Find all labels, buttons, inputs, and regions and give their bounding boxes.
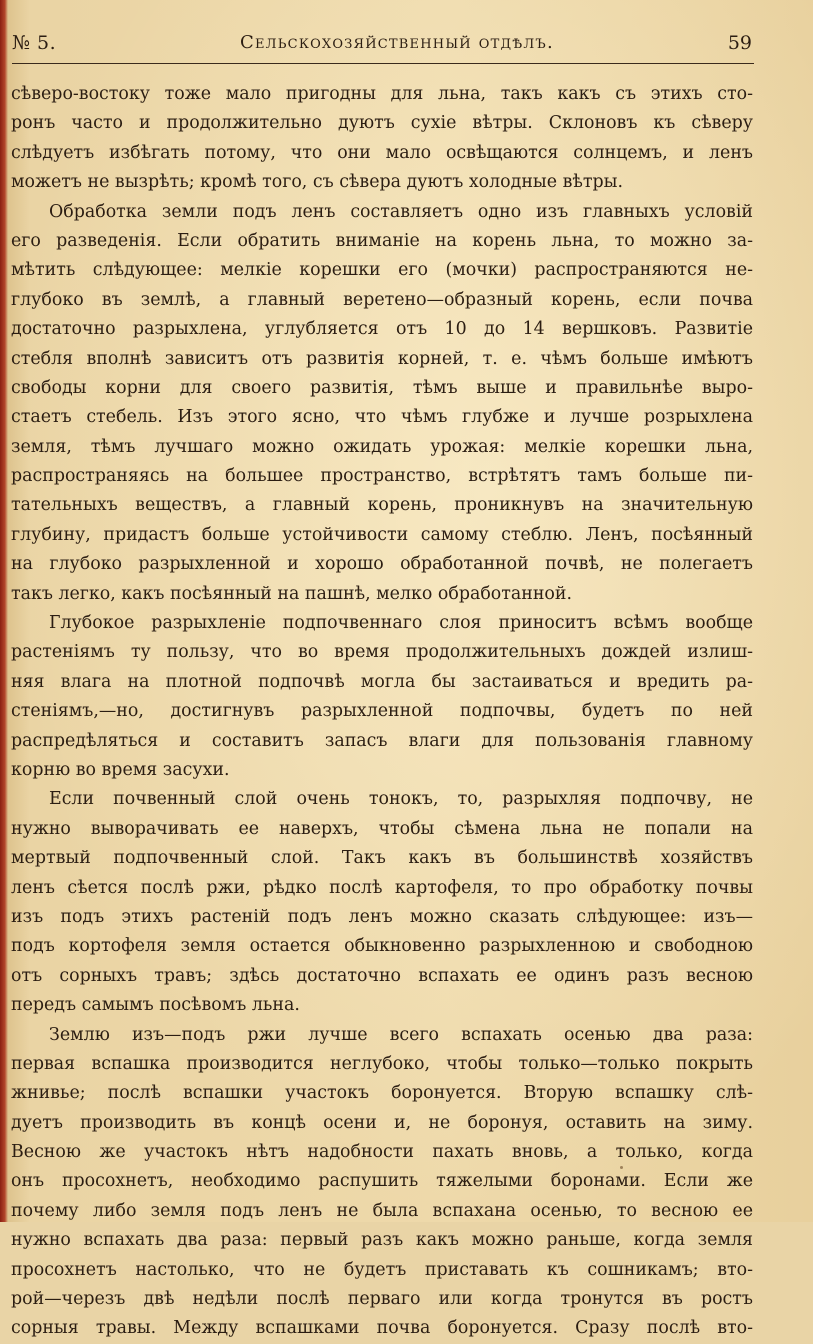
page-spine-edge [0,0,8,1222]
text-line: глубину, придастъ больше устойчивости самому стеблю. Ленъ, посѣянный [11,524,753,545]
header-rule [12,63,754,64]
text-line: ронъ часто и продолжительно дуютъ сухіе вѣтры. Склоновъ къ сѣверу [11,113,753,134]
text-line: сорныя травы. Между вспашками почва боронуется. Сразу послѣ вто- [11,1318,753,1339]
text-line: Глубокое разрыхленіе подпочвеннаго слоя приноситъ всѣмъ вообще [49,613,753,634]
running-header [12,32,752,58]
text-line: нужно выворачивать ее наверхъ, чтобы сѣмена льна не попали на [11,818,753,839]
text-line: Обработка земли подъ ленъ составляетъ одно изъ главныхъ условій [49,201,753,222]
text-line: достаточно разрыхлена, углубляется отъ 10 до 14 вершковъ. Развитіе [11,319,753,340]
text-line: рой—черезъ двѣ недѣли послѣ перваго или когда тронутся въ ростъ [11,1289,753,1310]
page-number: 59 [727,32,752,54]
text-line: отъ сорныхъ травъ; здѣсь достаточно вспахать ее одинъ разъ весною [11,965,753,986]
text-line: свободы корни для своего развитія, тѣмъ выше и правильнѣе выро- [11,377,753,398]
text-line: растеніямъ ту пользу, что во время продолжительныхъ дождей излиш- [11,642,753,663]
text-line: Весною же участокъ нѣтъ надобности пахать вновь, а только, когда [11,1142,753,1163]
text-line: тательныхъ веществъ, а главный корень, проникнувъ на значительную [11,495,753,516]
text-line: изъ подъ этихъ растеній подъ ленъ можно сказать слѣдующее: изъ— [11,906,753,927]
text-line: распредѣляться и составитъ запасъ влаги для пользованія главному [11,730,753,751]
text-line: распространяясь на большее пространство, встрѣтятъ тамъ больше пи- [11,466,753,487]
text-line: Землю изъ—подъ ржи лучше всего вспахать осенью два раза: [49,1024,753,1045]
issue-number: № 5. [12,32,57,54]
text-line: дуетъ производить въ концѣ осени и, не боронуя, оставить на зиму. [11,1112,753,1133]
text-line: сѣверо-востоку тоже мало пригодны для льна, такъ какъ съ этихъ сто- [11,84,753,104]
text-line: просохнетъ настолько, что не будетъ приставать къ сошникамъ; вто- [11,1259,753,1280]
text-line: стаетъ стебель. Изъ этого ясно, что чѣмъ глубже и лучше розрыхлена [11,407,753,428]
text-line: нужно вспахать два раза: первый разъ какъ можно раньше, когда земля [11,1230,753,1251]
text-line: мѣтить слѣдующее: мелкіе корешки его (мочки) распространяются не- [11,260,753,281]
text-line: почему либо земля подъ ленъ не была вспахана осенью, то весною ее [11,1200,753,1221]
text-line: корню во время засухи. [11,759,230,780]
text-line: стеніямъ,—но, достигнувъ разрыхленной подпочвы, будетъ по ней [11,701,753,722]
text-line: первая вспашка производится неглубоко, чтобы только—только покрыть [11,1053,753,1074]
text-line: можетъ не вызрѣть; кромѣ того, съ сѣвера дуютъ холодные вѣтры. [11,172,623,193]
body-text [11,80,753,1344]
text-line: передъ самымъ посѣвомъ льна. [11,995,300,1016]
text-line: ленъ сѣется послѣ ржи, рѣдко послѣ картофеля, то про обработку почвы [11,877,753,898]
text-line: стебля вполнѣ зависитъ отъ развитія корней, т. е. чѣмъ больше имѣютъ [11,348,753,369]
text-line: жнивье; послѣ вспашки участокъ боронуется. Вторую вспашку слѣ- [11,1083,753,1104]
text-line: Если почвенный слой очень тонокъ, то, разрыхляя подпочву, не [49,789,753,810]
text-line: земля, тѣмъ лучшаго можно ожидать урожая: мелкіе корешки льна, [11,436,753,457]
text-line: няя влага на плотной подпочвѣ могла бы застаиваться и вредить ра- [11,671,753,692]
text-line: такъ легко, какъ посѣянный на пашнѣ, мелко обработанной. [11,583,573,604]
paper-speck [620,1166,623,1169]
text-line: его разведенія. Если обратить вниманіе на корень льна, то можно за- [11,230,753,251]
text-line: онъ просохнетъ, необходимо распушить тяжелыми боронами. Если же [11,1171,753,1192]
text-line: на глубоко разрыхленной и хорошо обработанной почвѣ, не полегаетъ [11,554,753,575]
section-title: Сельскохозяйственный отдѣлъ. [240,32,554,53]
text-line: глубоко въ землѣ, а главный веретено—образный корень, если почва [11,289,753,310]
text-line: мертвый подпочвенный слой. Такъ какъ въ большинствѣ хозяйствъ [11,848,753,869]
text-line: подъ кортофеля земля остается обыкновенно разрыхленною и свободною [11,936,753,957]
text-line: слѣдуетъ избѣгать потому, что они мало освѣщаются солнцемъ, и ленъ [11,142,753,163]
